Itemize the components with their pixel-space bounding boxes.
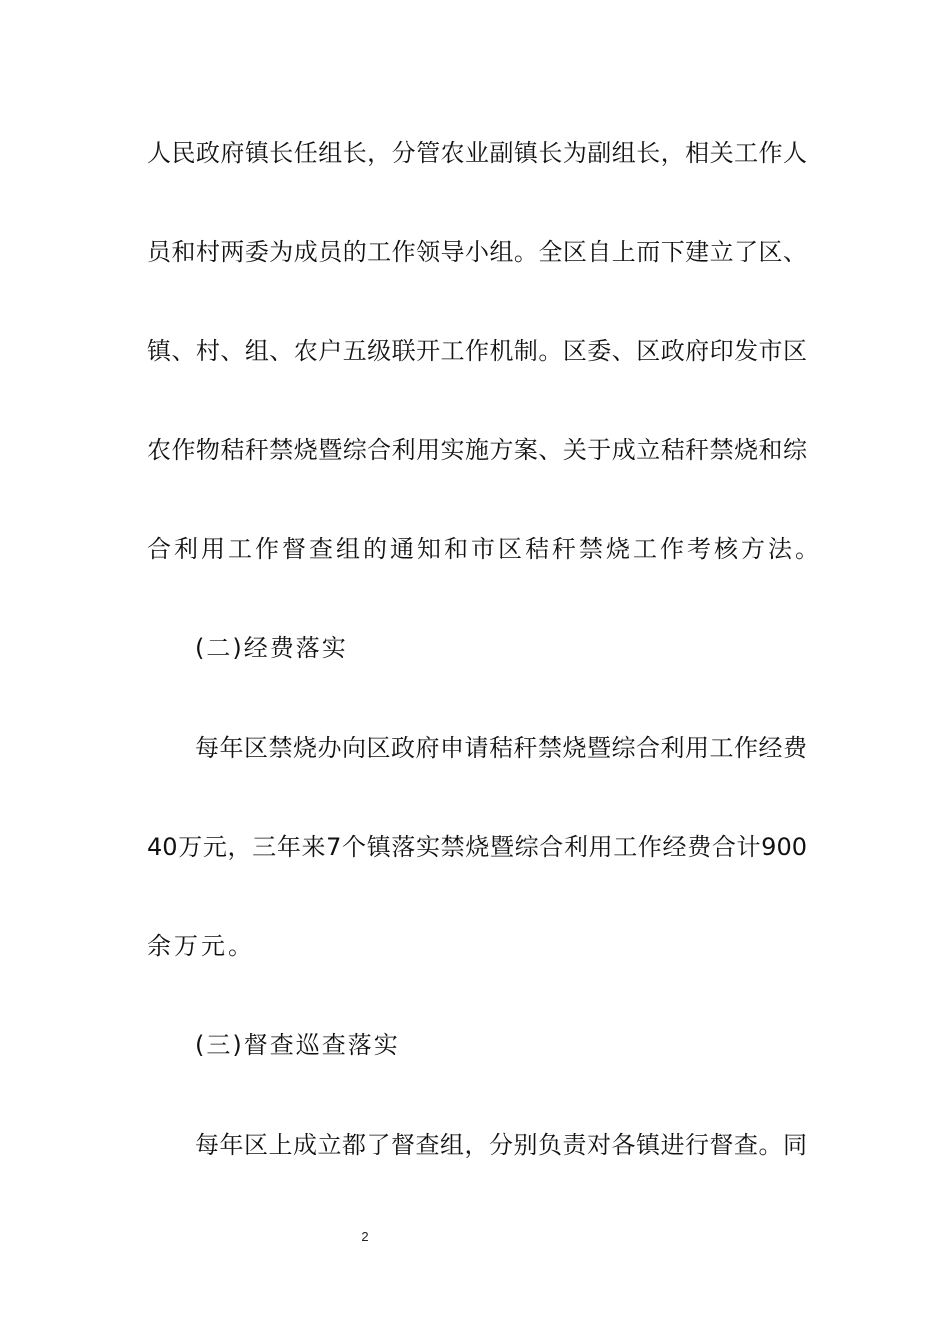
body-text-line: 40万元，三年来7个镇落实禁烧暨综合利用工作经费合计900 <box>147 833 807 861</box>
section-heading: (三)督查巡查落实 <box>195 1031 400 1059</box>
body-text-line: 余万元。 <box>147 932 255 960</box>
page-number: 2 <box>361 1229 369 1244</box>
body-text-line: 每年区上成立都了督查组，分别负责对各镇进行督查。同 <box>195 1131 807 1159</box>
section-heading: (二)经费落实 <box>195 634 348 662</box>
body-text-line: 每年区禁烧办向区政府申请秸秆禁烧暨综合利用工作经费 <box>195 734 807 762</box>
body-text-line: 合利用工作督查组的通知和市区秸秆禁烧工作考核方法。 <box>147 535 822 563</box>
body-text-line: 农作物秸秆禁烧暨综合利用实施方案、关于成立秸秆禁烧和综 <box>147 436 807 464</box>
body-text-line: 员和村两委为成员的工作领导小组。全区自上而下建立了区、 <box>147 238 807 266</box>
body-text-line: 人民政府镇长任组长，分管农业副镇长为副组长，相关工作人 <box>147 139 807 167</box>
body-text-line: 镇、村、组、农户五级联开工作机制。区委、区政府印发市区 <box>147 337 807 365</box>
